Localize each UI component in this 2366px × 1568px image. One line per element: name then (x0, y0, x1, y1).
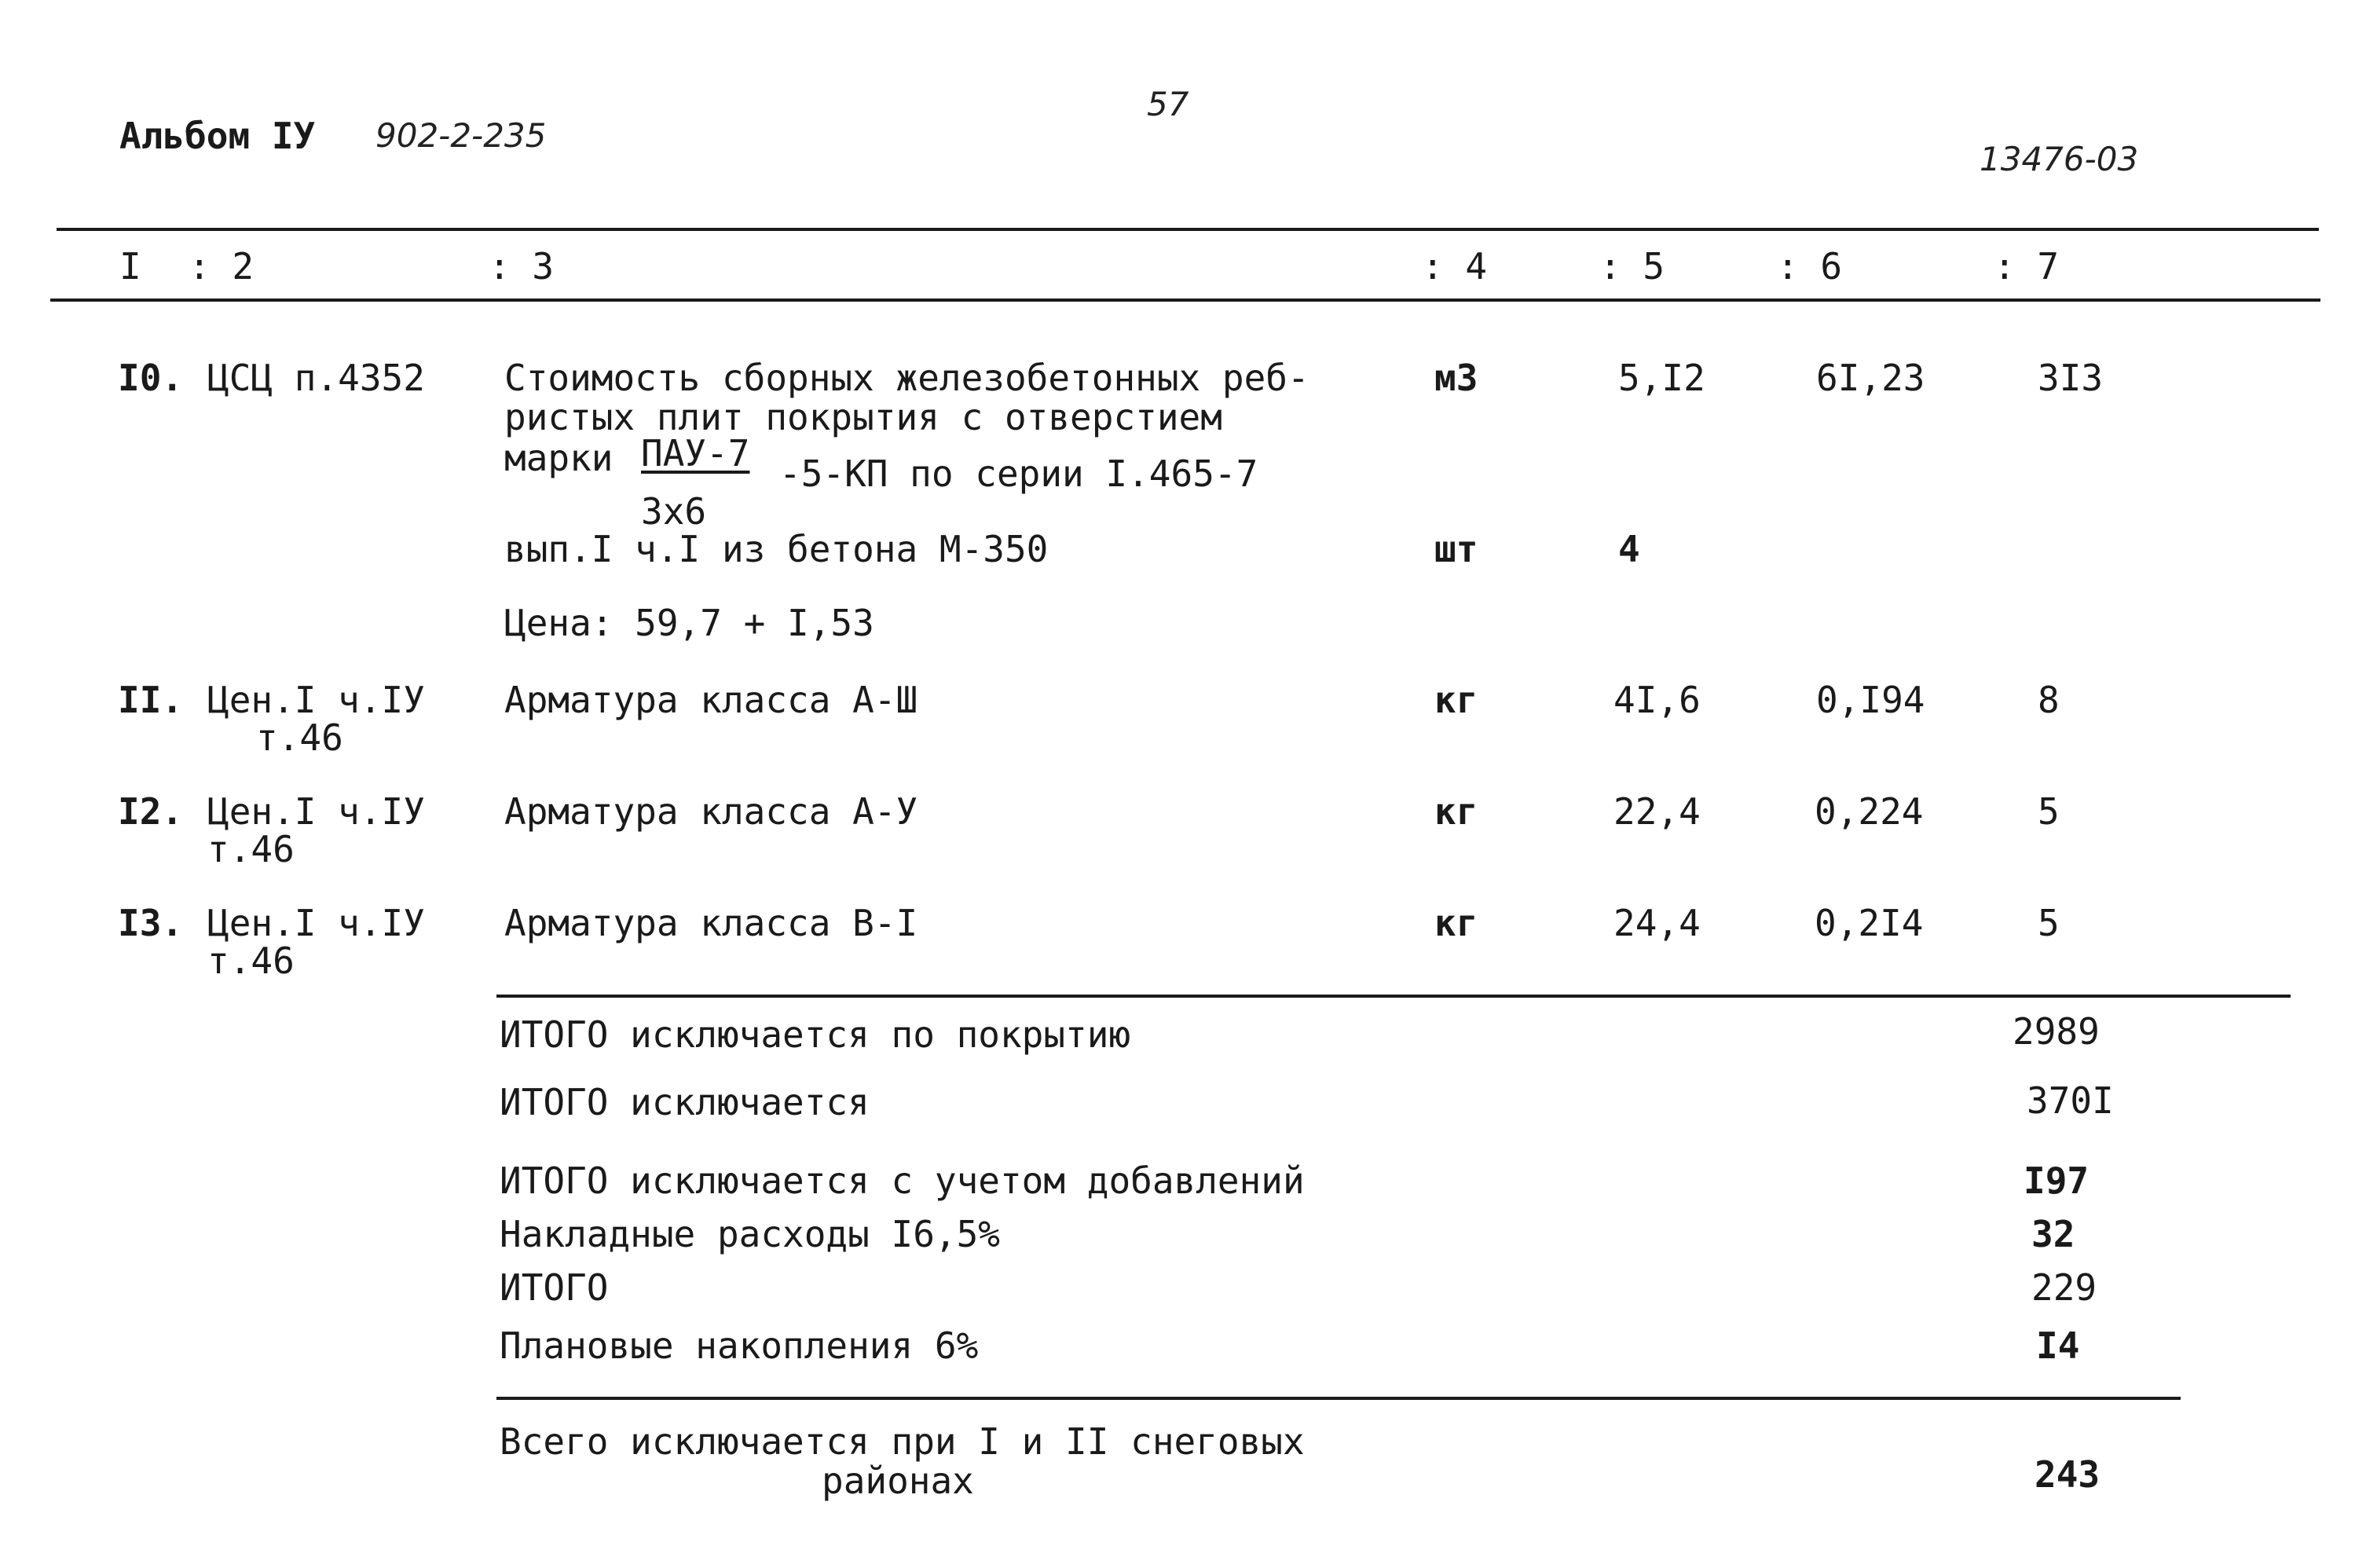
grand-total-label: Всего исключается при I и II снеговых (500, 1420, 1305, 1463)
row-price: 6I,23 (1816, 357, 1925, 399)
row-reference-table: т.46 (207, 940, 295, 982)
album-label: Альбом IУ (119, 115, 316, 157)
row-unit: кг (1434, 679, 1478, 721)
series-handwritten: 902-2-235 (375, 116, 547, 155)
row-price: 0,2I4 (1815, 902, 1924, 944)
column-header-5: : 5 (1599, 245, 1665, 288)
row-quantity: 4I,6 (1613, 679, 1701, 721)
row-price-note: Цена: 59,7 + I,53 (504, 602, 874, 644)
totals-value: I4 (2036, 1324, 2080, 1367)
totals-top-rule (496, 995, 2291, 998)
row-reference-table: т.46 (207, 828, 295, 870)
row-price: 0,224 (1815, 790, 1924, 833)
totals-label: Плановые накопления 6% (500, 1324, 979, 1367)
row-description: Арматура класса В-I (504, 902, 918, 944)
header-bottom-rule (50, 299, 2320, 302)
row-unit-secondary: шт (1434, 528, 1478, 570)
row-description: Арматура класса А-Ш (504, 679, 918, 721)
row-number: II. (118, 679, 184, 721)
row-description-mark-denominator: 3х6 (641, 490, 707, 533)
row-description: Арматура класса А-У (504, 790, 918, 833)
row-total: 3I3 (2038, 357, 2104, 399)
row-quantity: 24,4 (1613, 902, 1701, 944)
totals-label: ИТОГО исключается по покрытию (500, 1013, 1131, 1056)
totals-label: ИТОГО исключается (500, 1081, 870, 1123)
row-description-line: вып.I ч.I из бетона М-350 (504, 528, 1049, 570)
column-header-2: : 2 (189, 245, 255, 288)
row-reference: ЦСЦ п.4352 (207, 357, 425, 399)
grand-total-rule (496, 1397, 2181, 1400)
row-description-mark-suffix: -5-КП по серии I.465-7 (779, 452, 1258, 495)
row-reference: Цен.I ч.IУ (207, 902, 425, 944)
totals-value: 2989 (2013, 1010, 2100, 1053)
grand-total-value: 243 (2035, 1453, 2100, 1496)
row-total: 8 (2038, 679, 2060, 721)
totals-value: 370I (2027, 1079, 2114, 1122)
totals-value: I97 (2024, 1160, 2089, 1202)
row-unit: кг (1434, 790, 1478, 833)
totals-label: Накладные расходы I6,5% (500, 1213, 1000, 1255)
row-number: I3. (118, 902, 184, 944)
totals-label: ИТОГО (500, 1266, 609, 1309)
row-quantity: 22,4 (1613, 790, 1701, 833)
row-total: 5 (2038, 790, 2060, 833)
grand-total-label-continued: районах (822, 1460, 974, 1502)
row-number: I0. (118, 357, 184, 399)
row-unit: кг (1434, 902, 1478, 944)
column-header-4: : 4 (1422, 245, 1488, 288)
row-quantity: 5,I2 (1618, 357, 1705, 399)
row-unit: м3 (1434, 357, 1478, 399)
totals-value: 229 (2031, 1266, 2097, 1309)
row-reference-table: т.46 (256, 716, 343, 759)
row-quantity-secondary: 4 (1618, 528, 1640, 570)
column-header-1: I (119, 245, 141, 288)
document-code-handwritten: 13476-03 (1980, 140, 2139, 178)
totals-label: ИТОГО исключается с учетом добавлений (500, 1160, 1305, 1202)
page-number-handwritten: 57 (1147, 85, 1189, 123)
column-header-7: : 7 (1994, 245, 2060, 288)
row-reference: Цен.I ч.IУ (207, 790, 425, 833)
row-price: 0,I94 (1816, 679, 1925, 721)
totals-value: 32 (2031, 1213, 2075, 1255)
table-top-rule (57, 228, 2319, 231)
row-description-line: ристых плит покрытия с отверстием (504, 396, 1222, 438)
row-description-mark-numerator: ПАУ-7 (641, 432, 750, 474)
column-header-3: : 3 (489, 245, 555, 288)
row-description-line: Стоимость сборных железобетонных реб- (504, 357, 1309, 399)
column-header-6: : 6 (1777, 245, 1843, 288)
row-total: 5 (2038, 902, 2060, 944)
row-number: I2. (118, 790, 184, 833)
row-description-mark-prefix: марки (504, 437, 613, 479)
row-reference: Цен.I ч.IУ (207, 679, 425, 721)
